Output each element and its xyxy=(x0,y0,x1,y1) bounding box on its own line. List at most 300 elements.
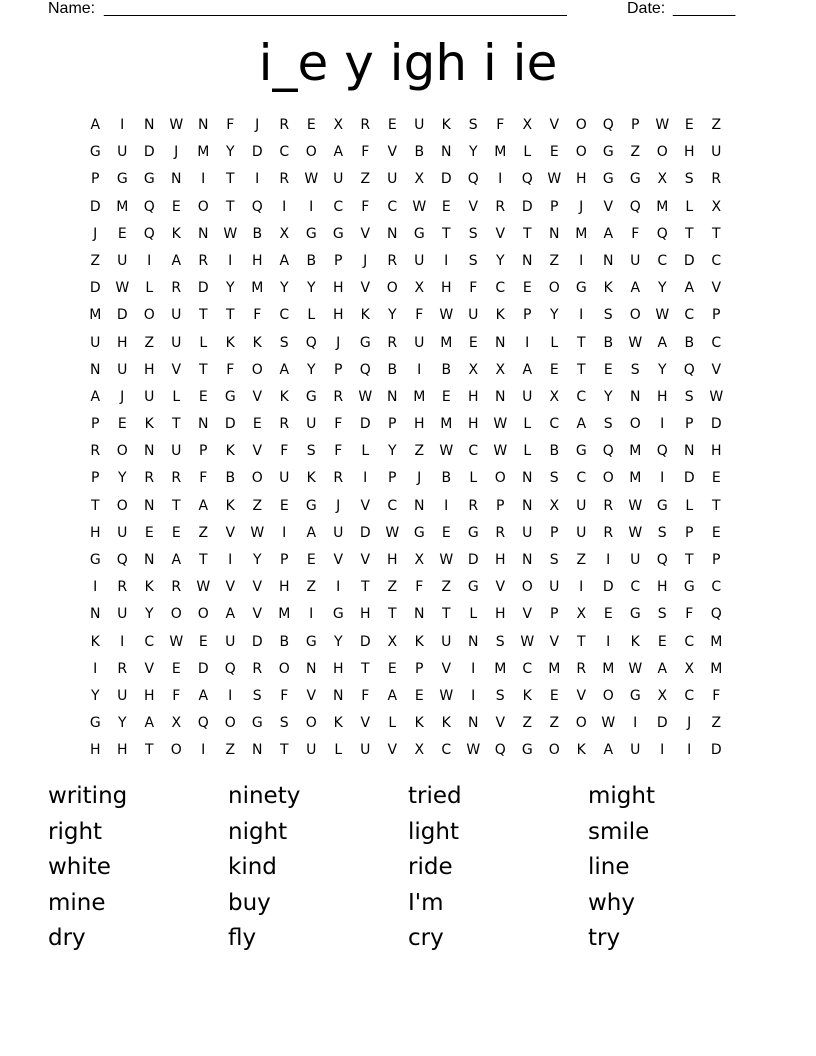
grid-letter: U xyxy=(117,144,128,161)
grid-letter: Z xyxy=(414,443,425,460)
grid-letter: H xyxy=(575,171,588,188)
grid-letter: R xyxy=(360,117,371,133)
grid-letter: W xyxy=(655,307,670,324)
grid-letter: M xyxy=(656,198,669,215)
grid-letter: E xyxy=(144,524,155,541)
grid-letter: K xyxy=(225,497,236,514)
grid-letter: U xyxy=(171,307,182,324)
word-list-item: might xyxy=(588,783,655,809)
grid-letter: W xyxy=(439,687,454,704)
grid-letter: X xyxy=(711,198,722,215)
grid-letter: O xyxy=(116,497,129,514)
grid-letter: Q xyxy=(656,552,669,568)
grid-letter: G xyxy=(305,388,318,405)
grid-letter: V xyxy=(549,633,560,650)
grid-letter: N xyxy=(495,334,506,351)
word-list-item: light xyxy=(408,818,459,845)
grid-letter: Y xyxy=(306,280,317,297)
grid-letter: V xyxy=(603,198,614,215)
grid-letter: U xyxy=(576,524,587,541)
word-list-item: fly xyxy=(228,925,257,952)
grid-letter: H xyxy=(386,552,399,568)
grid-letter: F xyxy=(415,579,424,596)
grid-letter: V xyxy=(495,225,506,242)
grid-letter: E xyxy=(306,117,317,133)
grid-letter: T xyxy=(90,497,101,514)
grid-letter: G xyxy=(89,552,102,568)
grid-letter: H xyxy=(143,687,156,704)
grid-letter: P xyxy=(334,361,343,378)
grid-letter: K xyxy=(252,334,263,351)
grid-letter: I xyxy=(471,660,476,677)
grid-letter: G xyxy=(413,524,426,541)
grid-letter: F xyxy=(712,687,721,704)
grid-letter: A xyxy=(657,334,668,351)
grid-letter: E xyxy=(603,361,614,378)
grid-letter: I xyxy=(633,715,638,732)
grid-letter: U xyxy=(306,416,317,433)
grid-letter: E xyxy=(414,687,425,704)
grid-letter: S xyxy=(495,687,506,704)
grid-letter: F xyxy=(496,117,505,133)
word-list-item: cry xyxy=(408,925,444,952)
grid-letter: J xyxy=(336,334,341,351)
grid-letter: I xyxy=(147,252,152,269)
grid-letter: Q xyxy=(305,334,318,351)
grid-letter: W xyxy=(709,388,724,405)
grid-letter: Q xyxy=(683,361,696,378)
grid-letter: Y xyxy=(144,606,155,623)
grid-letter: F xyxy=(631,225,640,242)
grid-letter: W xyxy=(601,715,616,732)
grid-letter: T xyxy=(711,225,722,242)
grid-letter: Z xyxy=(225,742,236,759)
grid-letter: P xyxy=(280,552,289,568)
grid-letter: U xyxy=(144,388,155,405)
grid-row xyxy=(82,411,730,438)
grid-letter: R xyxy=(90,443,101,460)
grid-letter: V xyxy=(306,687,317,704)
grid-letter: C xyxy=(630,579,641,596)
grid-letter: L xyxy=(685,497,694,514)
grid-letter: O xyxy=(170,742,183,759)
grid-letter: A xyxy=(603,742,614,759)
grid-letter: Q xyxy=(116,552,129,568)
grid-letter: I xyxy=(471,687,476,704)
grid-letter: C xyxy=(387,198,398,215)
grid-letter: G xyxy=(683,579,696,596)
grid-letter: I xyxy=(687,742,692,759)
grid-letter: B xyxy=(252,225,263,242)
grid-row xyxy=(82,166,730,193)
grid-letter: W xyxy=(250,524,265,541)
grid-letter: F xyxy=(172,687,181,704)
grid-letter: M xyxy=(440,334,453,351)
grid-letter: H xyxy=(413,416,426,433)
grid-letter: F xyxy=(361,144,370,161)
grid-letter: M xyxy=(278,606,291,623)
grid-letter: X xyxy=(576,606,587,623)
grid-letter: O xyxy=(197,198,210,215)
grid-letter: E xyxy=(549,687,560,704)
grid-letter: N xyxy=(549,225,560,242)
grid-row xyxy=(82,139,730,166)
grid-letter: S xyxy=(657,606,668,623)
grid-letter: U xyxy=(414,117,425,133)
grid-letter: B xyxy=(684,334,695,351)
grid-letter: G xyxy=(602,144,615,161)
grid-letter: H xyxy=(116,334,129,351)
grid-letter: P xyxy=(685,416,694,433)
grid-letter: S xyxy=(468,252,479,269)
grid-letter: W xyxy=(115,280,130,297)
grid-letter: F xyxy=(685,606,694,623)
grid-letter: Y xyxy=(603,388,614,405)
grid-letter: U xyxy=(171,443,182,460)
name-label: Name: xyxy=(48,0,96,17)
grid-letter: Q xyxy=(143,225,156,242)
grid-letter: I xyxy=(120,117,125,133)
word-list-item: night xyxy=(228,818,288,845)
grid-letter: O xyxy=(170,606,183,623)
grid-letter: H xyxy=(89,742,102,759)
grid-letter: A xyxy=(630,280,641,297)
grid-letter: T xyxy=(522,225,533,242)
grid-letter: Z xyxy=(549,252,560,269)
grid-letter: K xyxy=(306,470,317,487)
grid-letter: T xyxy=(360,660,371,677)
grid-letter: I xyxy=(336,579,341,596)
grid-letter: T xyxy=(144,742,155,759)
grid-letter: W xyxy=(196,579,211,596)
grid-letter: Y xyxy=(117,715,128,732)
grid-letter: K xyxy=(225,443,236,460)
grid-letter: O xyxy=(251,361,264,378)
grid-letter: X xyxy=(468,361,479,378)
grid-letter: O xyxy=(278,660,291,677)
grid-letter: Y xyxy=(225,144,236,161)
grid-letter: I xyxy=(417,361,422,378)
grid-letter: W xyxy=(385,524,400,541)
grid-letter: E xyxy=(198,633,209,650)
word-list-item: kind xyxy=(228,854,277,881)
grid-letter: N xyxy=(333,687,344,704)
grid-letter: Z xyxy=(252,497,263,514)
grid-letter: R xyxy=(144,470,155,487)
word-list xyxy=(48,780,768,958)
grid-letter: J xyxy=(579,198,584,215)
grid-row xyxy=(82,493,730,520)
grid-letter: N xyxy=(306,660,317,677)
grid-letter: O xyxy=(548,280,561,297)
grid-letter: D xyxy=(359,633,372,650)
grid-letter: I xyxy=(201,171,206,188)
grid-letter: P xyxy=(91,171,100,188)
grid-letter: Q xyxy=(251,198,264,215)
grid-letter: U xyxy=(360,742,371,759)
grid-letter: S xyxy=(279,334,290,351)
grid-letter: N xyxy=(522,497,533,514)
grid-letter: V xyxy=(549,117,560,133)
grid-letter: E xyxy=(549,361,560,378)
grid-letter: U xyxy=(414,334,425,351)
grid-letter: C xyxy=(441,742,452,759)
grid-letter: N xyxy=(144,117,155,133)
grid-letter: I xyxy=(255,171,260,188)
grid-letter: E xyxy=(711,524,722,541)
grid-letter: S xyxy=(468,225,479,242)
word-list-item: ride xyxy=(408,854,453,881)
grid-letter: H xyxy=(332,280,345,297)
grid-letter: V xyxy=(225,524,236,541)
grid-letter: L xyxy=(145,280,154,297)
grid-letter: U xyxy=(468,307,479,324)
grid-letter: V xyxy=(252,579,263,596)
grid-letter: I xyxy=(525,334,530,351)
grid-letter: H xyxy=(710,443,723,460)
grid-letter: R xyxy=(468,497,479,514)
grid-letter: D xyxy=(89,280,102,297)
grid-letter: W xyxy=(520,633,535,650)
grid-letter: L xyxy=(523,144,532,161)
grid-letter: I xyxy=(498,171,503,188)
grid-letter: G xyxy=(629,606,642,623)
grid-letter: P xyxy=(388,416,397,433)
grid-letter: Z xyxy=(711,117,722,133)
grid-letter: N xyxy=(198,225,209,242)
grid-letter: U xyxy=(117,606,128,623)
grid-letter: R xyxy=(603,524,614,541)
grid-letter: V xyxy=(522,606,533,623)
grid-letter: P xyxy=(415,660,424,677)
grid-letter: H xyxy=(494,552,507,568)
grid-letter: X xyxy=(657,687,668,704)
grid-letter: W xyxy=(412,198,427,215)
grid-letter: D xyxy=(197,280,210,297)
grid-row xyxy=(82,574,730,601)
date-label: Date: xyxy=(627,0,666,17)
grid-letter: Z xyxy=(387,579,398,596)
grid-letter: Y xyxy=(117,470,128,487)
grid-row xyxy=(82,629,730,656)
grid-letter: M xyxy=(251,280,264,297)
grid-letter: O xyxy=(629,416,642,433)
grid-letter: G xyxy=(521,742,534,759)
grid-letter: R xyxy=(603,497,614,514)
grid-letter: M xyxy=(710,633,723,650)
grid-letter: M xyxy=(494,144,507,161)
grid-row xyxy=(82,438,730,465)
grid-letter: R xyxy=(252,660,263,677)
grid-letter: J xyxy=(93,225,98,242)
grid-letter: G xyxy=(332,225,345,242)
header xyxy=(48,0,748,20)
grid-letter: O xyxy=(575,715,588,732)
grid-letter: O xyxy=(575,144,588,161)
grid-letter: O xyxy=(656,144,669,161)
grid-row xyxy=(82,221,730,248)
grid-letter: K xyxy=(333,715,344,732)
grid-letter: B xyxy=(306,252,317,269)
grid-letter: E xyxy=(117,416,128,433)
grid-letter: G xyxy=(413,225,426,242)
grid-letter: V xyxy=(468,198,479,215)
grid-letter: R xyxy=(279,171,290,188)
grid-letter: Y xyxy=(657,361,668,378)
grid-letter: C xyxy=(468,443,479,460)
word-list-item: I'm xyxy=(408,889,444,916)
grid-letter: D xyxy=(89,198,102,215)
grid-row xyxy=(82,302,730,329)
grid-letter: V xyxy=(360,225,371,242)
grid-letter: S xyxy=(252,687,263,704)
grid-letter: J xyxy=(174,144,179,161)
grid-row xyxy=(82,357,730,384)
grid-letter: H xyxy=(494,606,507,623)
grid-letter: C xyxy=(711,579,722,596)
grid-letter: I xyxy=(363,470,368,487)
grid-letter: X xyxy=(171,715,182,732)
grid-letter: L xyxy=(361,443,370,460)
grid-letter: N xyxy=(144,552,155,568)
grid-letter: T xyxy=(198,552,209,568)
grid-letter: R xyxy=(333,470,344,487)
grid-letter: N xyxy=(522,470,533,487)
grid-letter: P xyxy=(91,416,100,433)
grid-letter: Q xyxy=(656,443,669,460)
grid-letter: F xyxy=(226,361,235,378)
grid-letter: U xyxy=(117,687,128,704)
grid-letter: E xyxy=(657,633,668,650)
grid-letter: D xyxy=(143,144,156,161)
grid-letter: U xyxy=(711,144,722,161)
grid-letter: W xyxy=(466,742,481,759)
grid-letter: U xyxy=(279,470,290,487)
grid-letter: K xyxy=(441,715,452,732)
grid-letter: K xyxy=(495,307,506,324)
grid-row xyxy=(82,384,730,411)
grid-letter: K xyxy=(603,280,614,297)
grid-letter: B xyxy=(441,361,452,378)
grid-letter: R xyxy=(495,524,506,541)
grid-letter: Q xyxy=(710,606,723,623)
grid-letter: C xyxy=(684,307,695,324)
grid-letter: X xyxy=(522,117,533,133)
grid-letter: E xyxy=(117,225,128,242)
grid-letter: D xyxy=(224,416,237,433)
grid-letter: N xyxy=(468,715,479,732)
grid-letter: F xyxy=(334,416,343,433)
grid-letter: H xyxy=(143,361,156,378)
grid-letter: V xyxy=(441,660,452,677)
grid-letter: M xyxy=(116,198,129,215)
grid-row xyxy=(82,737,730,764)
grid-letter: R xyxy=(576,660,587,677)
word-list-item: writing xyxy=(48,783,128,809)
grid-letter: A xyxy=(522,361,533,378)
grid-letter: B xyxy=(441,470,452,487)
grid-row xyxy=(82,112,730,139)
grid-letter: G xyxy=(629,687,642,704)
grid-letter: V xyxy=(360,715,371,732)
grid-letter: U xyxy=(549,579,560,596)
grid-letter: Z xyxy=(441,579,452,596)
word-list-item: line xyxy=(588,854,630,881)
grid-row xyxy=(82,248,730,275)
grid-row xyxy=(82,330,730,357)
grid-letter: D xyxy=(251,144,264,161)
grid-letter: C xyxy=(711,252,722,269)
grid-letter: O xyxy=(224,715,237,732)
grid-letter: U xyxy=(630,552,641,568)
grid-letter: L xyxy=(685,198,694,215)
grid-letter: Q xyxy=(521,171,534,188)
grid-letter: I xyxy=(309,198,314,215)
grid-letter: A xyxy=(279,361,290,378)
grid-letter: L xyxy=(523,443,532,460)
grid-letter: F xyxy=(361,687,370,704)
grid-letter: T xyxy=(387,606,398,623)
grid-row xyxy=(82,465,730,492)
grid-letter: E xyxy=(441,198,452,215)
grid-letter: X xyxy=(684,660,695,677)
grid-letter: H xyxy=(251,252,264,269)
grid-letter: E xyxy=(387,660,398,677)
word-list-item: why xyxy=(588,889,635,916)
grid-letter: I xyxy=(93,660,98,677)
grid-letter: O xyxy=(629,307,642,324)
grid-letter: V xyxy=(171,361,182,378)
grid-letter: A xyxy=(171,252,182,269)
grid-letter: F xyxy=(361,198,370,215)
grid-letter: E xyxy=(306,552,317,568)
grid-letter: C xyxy=(333,198,344,215)
word-list-item: white xyxy=(48,854,111,881)
grid-letter: V xyxy=(360,280,371,297)
grid-letter: D xyxy=(710,742,723,759)
grid-letter: S xyxy=(549,552,560,568)
grid-letter: G xyxy=(656,497,669,514)
grid-letter: U xyxy=(522,388,533,405)
grid-letter: Q xyxy=(494,742,507,759)
grid-letter: W xyxy=(439,552,454,568)
grid-letter: Q xyxy=(359,361,372,378)
grid-letter: P xyxy=(199,443,208,460)
grid-letter: R xyxy=(387,252,398,269)
grid-letter: X xyxy=(279,225,290,242)
grid-letter: D xyxy=(116,307,129,324)
grid-letter: R xyxy=(198,252,209,269)
grid-letter: S xyxy=(603,307,614,324)
grid-letter: J xyxy=(687,715,692,732)
grid-letter: C xyxy=(144,633,155,650)
grid-letter: C xyxy=(684,633,695,650)
grid-letter: K xyxy=(171,225,182,242)
grid-letter: N xyxy=(522,252,533,269)
grid-letter: N xyxy=(171,171,182,188)
grid-letter: J xyxy=(336,497,341,514)
grid-letter: T xyxy=(171,416,182,433)
grid-letter: R xyxy=(117,579,128,596)
grid-letter: D xyxy=(710,416,723,433)
grid-letter: M xyxy=(548,660,561,677)
grid-letter: F xyxy=(226,117,235,133)
grid-letter: E xyxy=(684,117,695,133)
grid-letter: O xyxy=(143,307,156,324)
grid-letter: T xyxy=(711,497,722,514)
grid-letter: S xyxy=(468,117,479,133)
grid-letter: G xyxy=(305,633,318,650)
